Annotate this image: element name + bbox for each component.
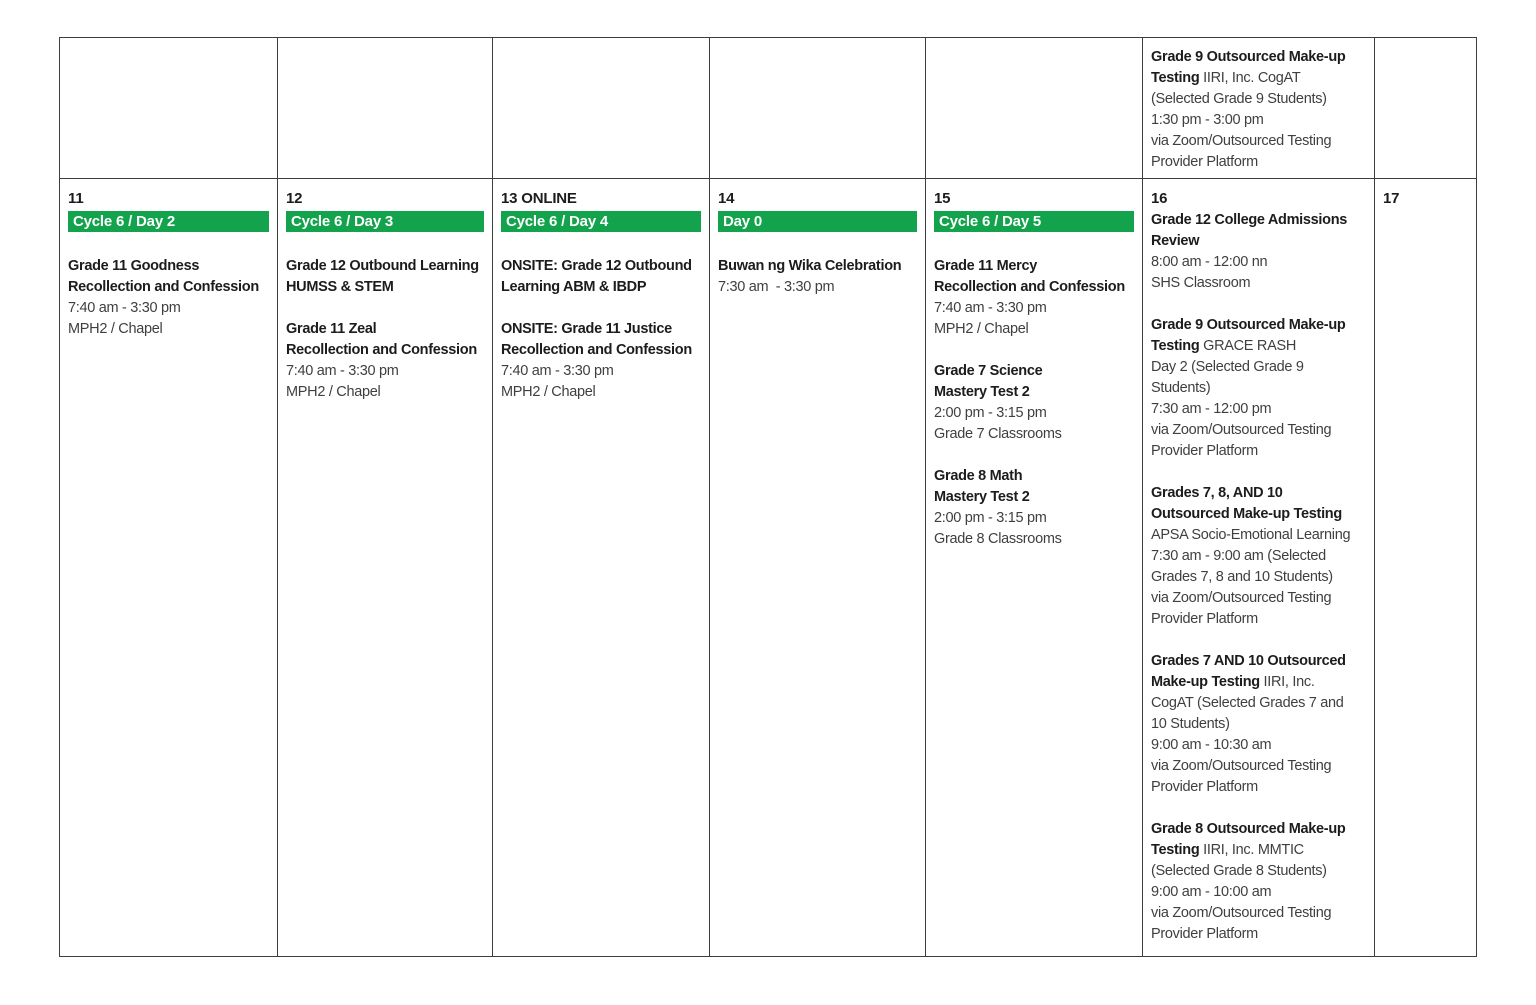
day-number: 14 [718,190,735,207]
calendar-event [718,256,917,298]
event-line: Provider Platform [1151,154,1258,170]
calendar-cell-day-17 [1375,179,1477,957]
event-line: Grade 8 Outsourced Make-up [1151,821,1346,837]
event-line: via Zoom/Outsourced Testing [1151,422,1332,438]
event-line: Grade 9 Outsourced Make-up [1151,317,1346,333]
day-number: 13 ONLINE [501,190,577,207]
event-line: Grade 11 Mercy [934,258,1038,274]
event-line: (Selected Grade 9 Students) [1151,91,1327,107]
calendar-event [1151,47,1366,173]
event-line: MPH2 / Chapel [68,321,163,337]
calendar-cell-empty [278,38,493,179]
calendar-event [1151,315,1366,462]
event-line: 7:30 am - 9:00 am (Selected [1151,548,1326,564]
event-line: via Zoom/Outsourced Testing [1151,758,1332,774]
event-line: 9:00 am - 10:30 am [1151,737,1272,753]
event-line: Grade 11 Zeal [286,321,377,337]
event-line: CogAT (Selected Grades 7 and [1151,695,1344,711]
event-line: Grades 7 AND 10 Outsourced [1151,653,1346,669]
event-line: Provider Platform [1151,611,1258,627]
event-line: 2:00 pm - 3:15 pm [934,405,1047,421]
calendar-cell-day-15 [926,179,1143,957]
event-line: Grades 7, 8, AND 10 [1151,485,1283,501]
calendar-event [1151,483,1366,630]
event-line: Testing IIRI, Inc. CogAT [1151,70,1301,86]
event-line: Grade 12 College Admissions [1151,212,1348,228]
calendar-cell-empty [493,38,710,179]
calendar-cell-empty [926,38,1143,179]
cycle-day-banner: Cycle 6 / Day 3 [286,211,484,232]
calendar-cell-empty [1375,38,1477,179]
event-line: via Zoom/Outsourced Testing [1151,905,1332,921]
event-line: MPH2 / Chapel [934,321,1029,337]
calendar-cell-day-13 [493,179,710,957]
event-line: 7:30 am - 12:00 pm [1151,401,1272,417]
cycle-day-banner: Cycle 6 / Day 2 [68,211,269,232]
calendar-event [286,319,484,403]
cycle-day-banner: Day 0 [718,211,917,232]
day-number: 17 [1383,190,1400,207]
calendar-cell-empty [710,38,926,179]
event-line: (Selected Grade 8 Students) [1151,863,1327,879]
event-line: Learning ABM & IBDP [501,279,647,295]
calendar-event [1151,819,1366,945]
event-line: Students) [1151,380,1211,396]
event-line: Provider Platform [1151,443,1258,459]
day-number: 11 [68,190,84,207]
calendar-event [1151,651,1366,798]
event-line: 7:40 am - 3:30 pm [286,363,399,379]
event-line: via Zoom/Outsourced Testing [1151,133,1332,149]
calendar-event [501,319,701,403]
calendar-cell-day-14 [710,179,926,957]
event-line: Recollection and Confession [68,279,259,295]
event-line: 8:00 am - 12:00 nn [1151,254,1268,270]
calendar-cell-empty [60,38,278,179]
cycle-day-banner: Cycle 6 / Day 4 [501,211,701,232]
event-line: Grade 12 Outbound Learning [286,258,479,274]
event-line: 10 Students) [1151,716,1230,732]
event-line: APSA Socio-Emotional Learning [1151,527,1351,543]
event-line: MPH2 / Chapel [286,384,381,400]
event-line: Grade 7 Classrooms [934,426,1062,442]
event-line: 7:40 am - 3:30 pm [934,300,1047,316]
event-line: Review [1151,233,1200,249]
event-line: Recollection and Confession [501,342,692,358]
day-number: 16 [1151,190,1168,207]
calendar-cell-day-16 [1143,179,1375,957]
calendar-event [68,256,269,340]
day-number: 12 [286,190,303,207]
calendar-event [286,256,484,298]
calendar-event [934,466,1134,550]
event-line: Mastery Test 2 [934,384,1030,400]
event-line: 7:30 am - 3:30 pm [718,279,835,295]
event-line: HUMSS & STEM [286,279,394,295]
event-line: Grade 8 Math [934,468,1023,484]
event-line: via Zoom/Outsourced Testing [1151,590,1332,606]
event-line: Day 2 (Selected Grade 9 [1151,359,1304,375]
event-line: Provider Platform [1151,779,1258,795]
calendar-event [934,256,1134,340]
event-line: ONSITE: Grade 11 Justice [501,321,672,337]
event-line: Buwan ng Wika Celebration [718,258,902,274]
calendar-cell-day-11 [60,179,278,957]
event-line: Grades 7, 8 and 10 Students) [1151,569,1333,585]
day-number: 15 [934,190,951,207]
event-line: Testing IIRI, Inc. MMTIC [1151,842,1304,858]
event-line: Grade 7 Science [934,363,1043,379]
calendar-event [501,256,701,298]
event-line: Outsourced Make-up Testing [1151,506,1342,522]
event-line: ONSITE: Grade 12 Outbound [501,258,692,274]
cycle-day-banner: Cycle 6 / Day 5 [934,211,1134,232]
calendar-cell-day-12 [278,179,493,957]
event-line: 1:30 pm - 3:00 pm [1151,112,1264,128]
event-line: Recollection and Confession [286,342,477,358]
event-line: 9:00 am - 10:00 am [1151,884,1272,900]
event-line: Grade 8 Classrooms [934,531,1062,547]
event-line: Recollection and Confession [934,279,1125,295]
calendar-event [1151,210,1366,294]
event-line: 7:40 am - 3:30 pm [68,300,181,316]
event-line: Provider Platform [1151,926,1258,942]
school-calendar-grid [59,37,1477,957]
event-line: 2:00 pm - 3:15 pm [934,510,1047,526]
event-line: Testing GRACE RASH [1151,338,1296,354]
event-line: Grade 11 Goodness [68,258,200,274]
event-line: 7:40 am - 3:30 pm [501,363,614,379]
calendar-cell-empty [1143,38,1375,179]
calendar-event [934,361,1134,445]
event-line: SHS Classroom [1151,275,1251,291]
event-line: Make-up Testing IIRI, Inc. [1151,674,1315,690]
event-line: Mastery Test 2 [934,489,1030,505]
event-line: MPH2 / Chapel [501,384,596,400]
event-line: Grade 9 Outsourced Make-up [1151,49,1346,65]
